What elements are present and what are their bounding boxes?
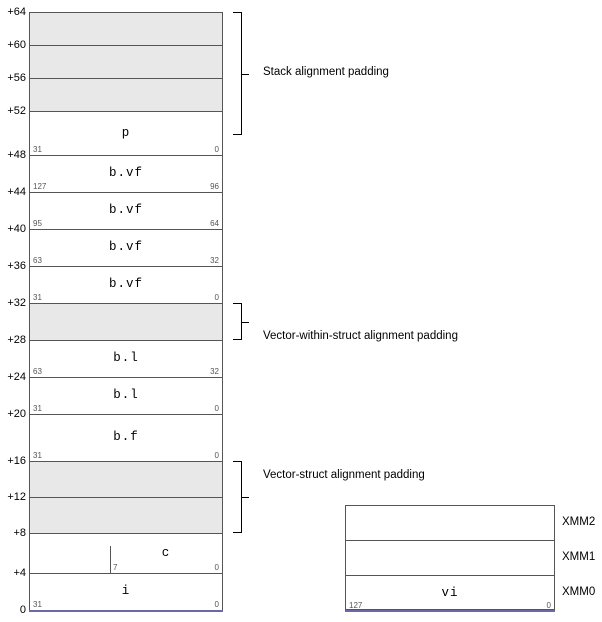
slot-bit-low: 0 <box>214 404 219 413</box>
xmm-baseline <box>345 610 555 612</box>
offset-label: +40 <box>7 223 26 235</box>
slot-name: b.vf <box>108 202 143 217</box>
slot-bit-low: 0 <box>214 293 219 302</box>
slot-name: b.f <box>113 429 139 444</box>
slot-name: p <box>121 125 131 140</box>
offset-label: +48 <box>7 149 26 161</box>
slot-bit-low: 96 <box>210 182 219 191</box>
slot-bit-low: 0 <box>214 451 219 460</box>
slot-name: c <box>161 545 171 560</box>
padding-slot <box>30 46 222 79</box>
offset-label: +52 <box>7 105 26 117</box>
offset-label: +60 <box>7 39 26 51</box>
xmm-register-row <box>346 576 554 611</box>
stack-baseline <box>29 610 223 612</box>
slot-bit-high: 31 <box>33 145 42 154</box>
annotation-text: Vector-within-struct alignment padding <box>263 330 458 342</box>
offset-label: +56 <box>7 72 26 84</box>
slot-bit-low: 0 <box>214 563 219 572</box>
stack-slot <box>30 193 222 230</box>
slot-name: b.l <box>113 387 139 402</box>
bracket-connector <box>241 74 249 75</box>
slot-name: i <box>121 583 131 598</box>
offset-label: +16 <box>7 455 26 467</box>
slot-bit-high: 95 <box>33 219 42 228</box>
xmm-register-label: XMM1 <box>562 551 596 563</box>
stack-slot <box>30 230 222 267</box>
slot-name: b.l <box>113 350 139 365</box>
stack-frame <box>29 12 223 610</box>
bracket-connector <box>241 322 249 323</box>
slot-bit-high: 31 <box>33 451 42 460</box>
offset-label: +8 <box>13 527 26 539</box>
slot-bit-high: 31 <box>33 404 42 413</box>
slot-name: b.vf <box>108 276 143 291</box>
slot-bit-low: 0 <box>214 145 219 154</box>
xmm-bit-high: 127 <box>349 601 363 610</box>
offset-label: +4 <box>13 567 26 579</box>
annotation-text: Stack alignment padding <box>263 66 389 78</box>
padding-slot <box>30 462 222 498</box>
offset-label: 0 <box>19 604 26 616</box>
annotation-bracket <box>233 303 242 340</box>
padding-slot <box>30 498 222 534</box>
slot-bit-low: 0 <box>214 600 219 609</box>
stack-slot <box>30 156 222 193</box>
stack-slot <box>30 267 222 304</box>
annotation-bracket <box>233 12 242 135</box>
slot-bit-low: 64 <box>210 219 219 228</box>
bracket-connector <box>241 497 249 498</box>
offset-label: +28 <box>7 334 26 346</box>
offset-label: +20 <box>7 408 26 420</box>
xmm-register-label: XMM0 <box>562 586 596 598</box>
stack-slot <box>30 534 222 574</box>
stack-slot <box>30 574 222 611</box>
slot-name: b.vf <box>108 165 143 180</box>
slot-bit-high: 63 <box>33 367 42 376</box>
offset-label: +32 <box>7 297 26 309</box>
xmm-bit-low: 0 <box>546 601 551 610</box>
xmm-register-row <box>346 541 554 576</box>
xmm-register-row <box>346 506 554 541</box>
offset-label: +24 <box>7 371 26 383</box>
slot-bit-high: 31 <box>33 293 42 302</box>
stack-slot <box>30 378 222 415</box>
xmm-register-label: XMM2 <box>562 516 596 528</box>
slot-name: b.vf <box>108 239 143 254</box>
slot-bit-high: 63 <box>33 256 42 265</box>
xmm-register-table <box>345 505 555 610</box>
stack-slot <box>30 341 222 378</box>
slot-bit-low: 32 <box>210 256 219 265</box>
stack-slot <box>30 415 222 462</box>
slot-bit-high: 7 <box>113 563 118 572</box>
annotation-text: Vector-struct alignment padding <box>263 469 425 481</box>
slot-bit-high: 31 <box>33 600 42 609</box>
xmm-value-name: vi <box>441 585 459 600</box>
stack-slot <box>30 112 222 156</box>
padding-slot <box>30 304 222 341</box>
padding-slot <box>30 79 222 112</box>
offset-label: +64 <box>7 6 26 18</box>
slot-bit-low: 32 <box>210 367 219 376</box>
padding-slot <box>30 13 222 46</box>
offset-label: +36 <box>7 260 26 272</box>
slot-bit-high: 127 <box>33 182 47 191</box>
offset-label: +44 <box>7 186 26 198</box>
annotation-bracket <box>233 461 242 533</box>
offset-label: +12 <box>7 491 26 503</box>
